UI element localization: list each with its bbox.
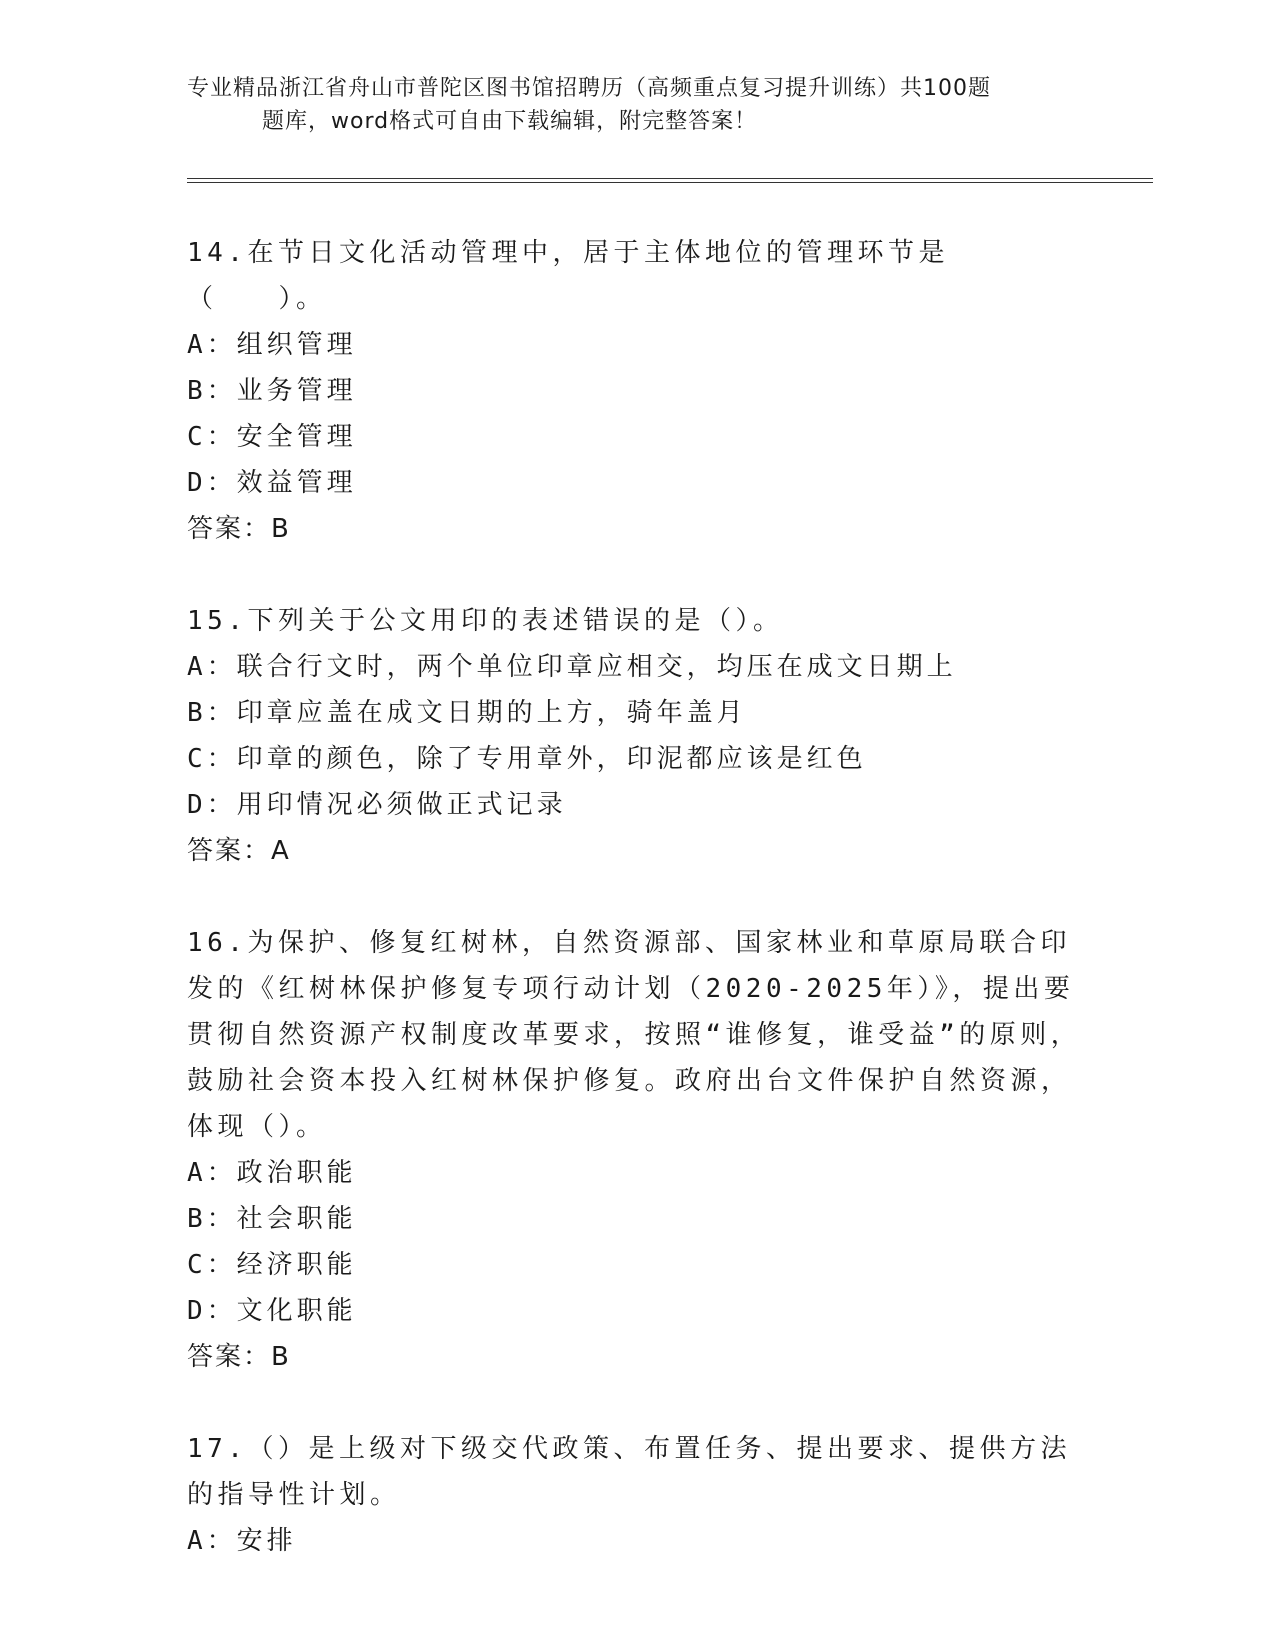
answer-label: 答案：A <box>187 836 291 866</box>
option-d: D：文化职能 <box>187 1296 357 1326</box>
option-d: D：效益管理 <box>187 468 357 498</box>
option-d: D：用印情况必须做正式记录 <box>187 790 567 820</box>
option-b: B：印章应盖在成文日期的上方，骑年盖月 <box>187 698 747 728</box>
question-16 <box>187 920 1087 1380</box>
option-c: C：经济职能 <box>187 1250 357 1280</box>
option-a: A：政治职能 <box>187 1158 357 1188</box>
header-title-line-1: 专业精品浙江省舟山市普陀区图书馆招聘历（高频重点复习提升训练）共100题 <box>187 76 991 101</box>
option-c: C：印章的颜色，除了专用章外，印泥都应该是红色 <box>187 744 867 774</box>
question-text: 16.为保护、修复红树林，自然资源部、国家林业和草原局联合印发的《红树林保护修复专项行动计划（2020-2025年）》，提出要贯彻自然资源产权制度改革要求，按照“谁修复，谁受益”的原则，鼓励社会资本投入红树林保护修复。政府出台文件保护自然资源，体现（）。 <box>187 928 1082 1142</box>
option-b: B：业务管理 <box>187 376 357 406</box>
option-a: A：组织管理 <box>187 330 357 360</box>
answer-label: 答案：B <box>187 1342 291 1372</box>
question-text: 15.下列关于公文用印的表述错误的是（）。 <box>187 606 784 636</box>
question-list <box>187 230 1087 1610</box>
option-c: C：安全管理 <box>187 422 357 452</box>
option-a: A：联合行文时，两个单位印章应相交，均压在成文日期上 <box>187 652 957 682</box>
question-17 <box>187 1426 1087 1564</box>
option-a: A：安排 <box>187 1526 297 1556</box>
answer-label: 答案：B <box>187 514 291 544</box>
question-15 <box>187 598 1087 874</box>
question-text: 17.（）是上级对下级交代政策、布置任务、提出要求、提供方法的指导性计划。 <box>187 1434 1071 1510</box>
question-14 <box>187 230 1087 552</box>
header-divider <box>187 178 1153 183</box>
option-b: B：社会职能 <box>187 1204 357 1234</box>
header-title-line-2: 题库，word格式可自由下载编辑，附完整答案！ <box>262 109 758 134</box>
document-header <box>187 72 1087 138</box>
question-text: 14.在节日文化活动管理中，居于主体地位的管理环节是（ ）。 <box>187 238 949 314</box>
